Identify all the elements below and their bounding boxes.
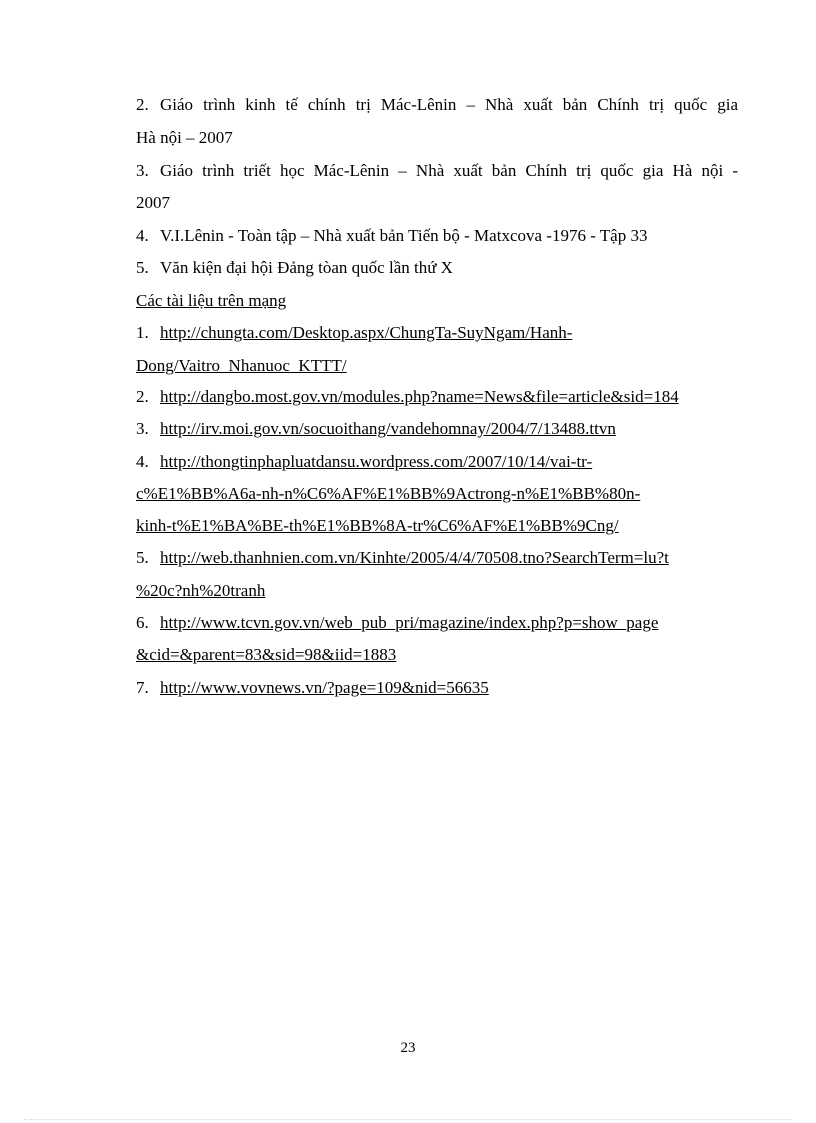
reference-link[interactable]: %20c?nh%20tranh xyxy=(136,581,266,600)
online-item-2 xyxy=(136,386,738,408)
reference-link[interactable]: http://www.tcvn.gov.vn/web_pub_pri/magazine/index.php?p=show_page xyxy=(160,613,659,632)
online-item-6-continuation xyxy=(136,644,738,666)
reference-item-4 xyxy=(136,225,738,247)
reference-link[interactable]: http://thongtinphapluatdansu.wordpress.com/2007/10/14/vai-tr- xyxy=(160,452,593,471)
item-number: 6. xyxy=(136,613,149,632)
reference-text: V.I.Lênin - Toàn tập – Nhà xuất bản Tiến bộ - Matxcova -1976 - Tập 33 xyxy=(160,226,648,245)
page-number: 23 xyxy=(400,1040,416,1056)
reference-text: 2007 xyxy=(136,193,170,212)
item-number: 7. xyxy=(136,678,149,697)
online-references-heading xyxy=(136,290,738,312)
online-item-4-continuation xyxy=(136,515,738,537)
reference-text: Giáo trình kinh tế chính trị Mác-Lênin – Nhà xuất bản Chính trị quốc gia xyxy=(160,95,738,114)
online-item-3 xyxy=(136,418,738,440)
reference-text: Hà nội – 2007 xyxy=(136,128,233,147)
reference-item-3 xyxy=(136,160,738,182)
online-item-6 xyxy=(136,612,738,634)
item-number: 5. xyxy=(136,548,149,567)
item-number: 4. xyxy=(136,452,149,471)
online-item-1-continuation xyxy=(136,355,738,377)
reference-link[interactable]: kinh-t%E1%BA%BE-th%E1%BB%8A-tr%C6%AF%E1%BB%9Cng/ xyxy=(136,516,619,535)
item-number: 2. xyxy=(136,387,149,406)
reference-item-2-continuation xyxy=(136,127,738,149)
online-item-1 xyxy=(136,322,738,344)
reference-link[interactable]: &cid=&parent=83&sid=98&iid=1883 xyxy=(136,645,397,664)
reference-link[interactable]: http://chungta.com/Desktop.aspx/ChungTa-SuyNgam/Hanh- xyxy=(160,323,573,342)
reference-link[interactable]: http://www.vovnews.vn/?page=109&nid=56635 xyxy=(160,678,489,697)
item-number: 2. xyxy=(136,95,149,114)
reference-link[interactable]: http://dangbo.most.gov.vn/modules.php?name=News&file=article&sid=184 xyxy=(160,387,679,406)
online-item-5-continuation xyxy=(136,580,738,602)
reference-text: Giáo trình triết học Mác-Lênin – Nhà xuất bản Chính trị quốc gia Hà nội - xyxy=(160,161,738,180)
page-bottom-divider xyxy=(24,1119,792,1120)
item-number: 5. xyxy=(136,258,149,277)
reference-link[interactable]: http://web.thanhnien.com.vn/Kinhte/2005/4/4/70508.tno?SearchTerm=lu?t xyxy=(160,548,669,567)
item-number: 4. xyxy=(136,226,149,245)
reference-text: Văn kiện đại hội Đảng tòan quốc lần thứ X xyxy=(160,258,453,277)
reference-item-5 xyxy=(136,257,738,279)
item-number: 1. xyxy=(136,323,149,342)
section-heading: Các tài liệu trên mạng xyxy=(136,291,287,310)
online-item-5 xyxy=(136,547,738,569)
item-number: 3. xyxy=(136,161,149,180)
online-item-4-continuation xyxy=(136,483,738,505)
reference-link[interactable]: Dong/Vaitro_Nhanuoc_KTTT/ xyxy=(136,356,347,375)
online-item-4 xyxy=(136,451,738,473)
reference-link[interactable]: c%E1%BB%A6a-nh-n%C6%AF%E1%BB%9Actrong-n%E1%BB%80n- xyxy=(136,484,641,503)
online-item-7 xyxy=(136,677,738,699)
reference-item-3-continuation xyxy=(136,192,738,214)
item-number: 3. xyxy=(136,419,149,438)
reference-link[interactable]: http://irv.moi.gov.vn/socuoithang/vandehomnay/2004/7/13488.ttvn xyxy=(160,419,616,438)
reference-item-2 xyxy=(136,94,738,116)
